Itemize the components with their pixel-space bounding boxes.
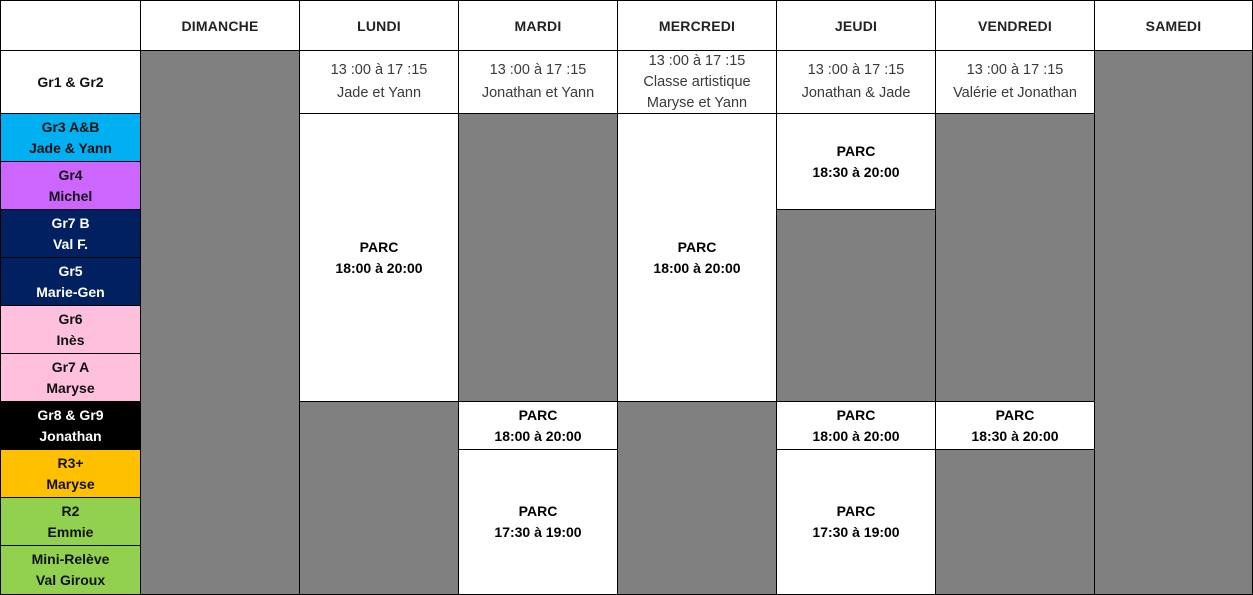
session-coaches: Jade et Yann: [336, 85, 422, 101]
group-label-gr4: [0, 161, 141, 210]
day-label: SAMEDI: [1145, 17, 1202, 34]
parc-time: 18:30 à 20:00: [812, 163, 900, 180]
group-label-gr3: [0, 113, 141, 162]
group-coach: Jade & Yann: [28, 139, 112, 156]
group-name: Mini-Relève: [31, 551, 110, 567]
jeudi-empty-block: [776, 209, 936, 402]
group-label-gr1-gr2: [0, 50, 141, 114]
group-label-mini-releve: [0, 545, 141, 595]
group-label-r3plus: [0, 449, 141, 498]
group-coach: Emmie: [47, 523, 94, 540]
mercredi-gr12-session: [617, 50, 777, 114]
group-label-gr7a: [0, 353, 141, 402]
group-coach: Maryse: [46, 475, 95, 492]
parc-time: 17:30 à 19:00: [494, 524, 582, 540]
vendredi-empty-block-bottom: [935, 449, 1095, 595]
group-name: Gr7 A: [51, 358, 90, 375]
header-dimanche: [140, 0, 300, 51]
group-label-r2: [0, 497, 141, 546]
day-label: VENDREDI: [978, 17, 1052, 34]
header-vendredi: [935, 0, 1095, 51]
parc-label: PARC: [677, 238, 717, 255]
day-label: MARDI: [514, 17, 562, 34]
group-coach: Inès: [56, 331, 85, 348]
parc-time: 18:00 à 20:00: [335, 259, 423, 276]
jeudi-bottom-parc-block: [776, 449, 936, 595]
group-name: Gr8 & Gr9: [37, 406, 104, 423]
parc-time: 17:30 à 19:00: [812, 524, 900, 540]
dimanche-empty-block: [140, 50, 300, 595]
corner-cell: [0, 0, 141, 51]
day-label: DIMANCHE: [181, 17, 259, 34]
group-name: Gr4: [58, 166, 83, 183]
vendredi-empty-block-top: [935, 113, 1095, 402]
day-label: LUNDI: [357, 17, 401, 34]
vendredi-gr12-session: [935, 50, 1095, 114]
group-name: Gr1 & Gr2: [37, 73, 104, 90]
session-coaches: Maryse et Yann: [646, 94, 748, 111]
group-label-gr5: [0, 257, 141, 306]
mardi-empty-block: [458, 113, 618, 402]
group-coach: Maryse: [46, 379, 95, 396]
day-label: JEUDI: [834, 17, 878, 34]
session-activity: Classe artistique: [643, 73, 751, 90]
group-label-gr8-gr9: [0, 401, 141, 450]
session-time: 13 :00 à 17 :15: [489, 62, 587, 78]
vendredi-gr89-parc-block: [935, 401, 1095, 450]
group-name: Gr7 B: [51, 214, 90, 231]
session-time: 13 :00 à 17 :15: [966, 62, 1064, 78]
group-label-gr7b: [0, 209, 141, 258]
jeudi-top-parc-block: [776, 113, 936, 210]
group-name: R2: [61, 502, 80, 519]
parc-label: PARC: [836, 142, 876, 159]
mercredi-empty-block: [617, 401, 777, 595]
jeudi-gr12-session: [776, 50, 936, 114]
parc-label: PARC: [836, 406, 876, 423]
mardi-gr12-session: [458, 50, 618, 114]
session-coaches: Jonathan et Yann: [481, 85, 595, 101]
session-time: 13 :00 à 17 :15: [330, 62, 428, 78]
parc-time: 18:00 à 20:00: [494, 427, 582, 444]
mardi-gr89-parc-block: [458, 401, 618, 450]
group-coach: Val Giroux: [35, 572, 106, 588]
parc-label: PARC: [836, 503, 876, 519]
parc-label: PARC: [359, 238, 399, 255]
mardi-bottom-parc-block: [458, 449, 618, 595]
session-coaches: Valérie et Jonathan: [953, 85, 1077, 101]
header-mercredi: [617, 0, 777, 51]
group-coach: Michel: [48, 187, 93, 204]
header-jeudi: [776, 0, 936, 51]
header-mardi: [458, 0, 618, 51]
session-time: 13 :00 à 17 :15: [648, 52, 746, 69]
parc-label: PARC: [995, 406, 1035, 423]
samedi-empty-block: [1094, 50, 1253, 595]
parc-time: 18:00 à 20:00: [812, 427, 900, 444]
group-coach: Val F.: [52, 235, 89, 252]
parc-time: 18:30 à 20:00: [971, 427, 1059, 444]
group-name: Gr3 A&B: [41, 118, 100, 135]
group-name: Gr5: [58, 262, 83, 279]
lundi-parc-block: [299, 113, 459, 402]
group-label-gr6: [0, 305, 141, 354]
session-coaches: Jonathan & Jade: [801, 85, 911, 101]
parc-time: 18:00 à 20:00: [653, 259, 741, 276]
parc-label: PARC: [518, 503, 558, 519]
parc-label: PARC: [518, 406, 558, 423]
jeudi-gr89-parc-block: [776, 401, 936, 450]
group-coach: Marie-Gen: [36, 283, 105, 300]
header-samedi: [1094, 0, 1253, 51]
lundi-gr12-session: [299, 50, 459, 114]
group-name: R3+: [57, 454, 84, 471]
day-label: MERCREDI: [658, 17, 736, 34]
session-time: 13 :00 à 17 :15: [807, 62, 905, 78]
lundi-empty-block: [299, 401, 459, 595]
group-name: Gr6: [58, 310, 83, 327]
group-coach: Jonathan: [39, 427, 102, 444]
header-lundi: [299, 0, 459, 51]
mercredi-parc-block: [617, 113, 777, 402]
